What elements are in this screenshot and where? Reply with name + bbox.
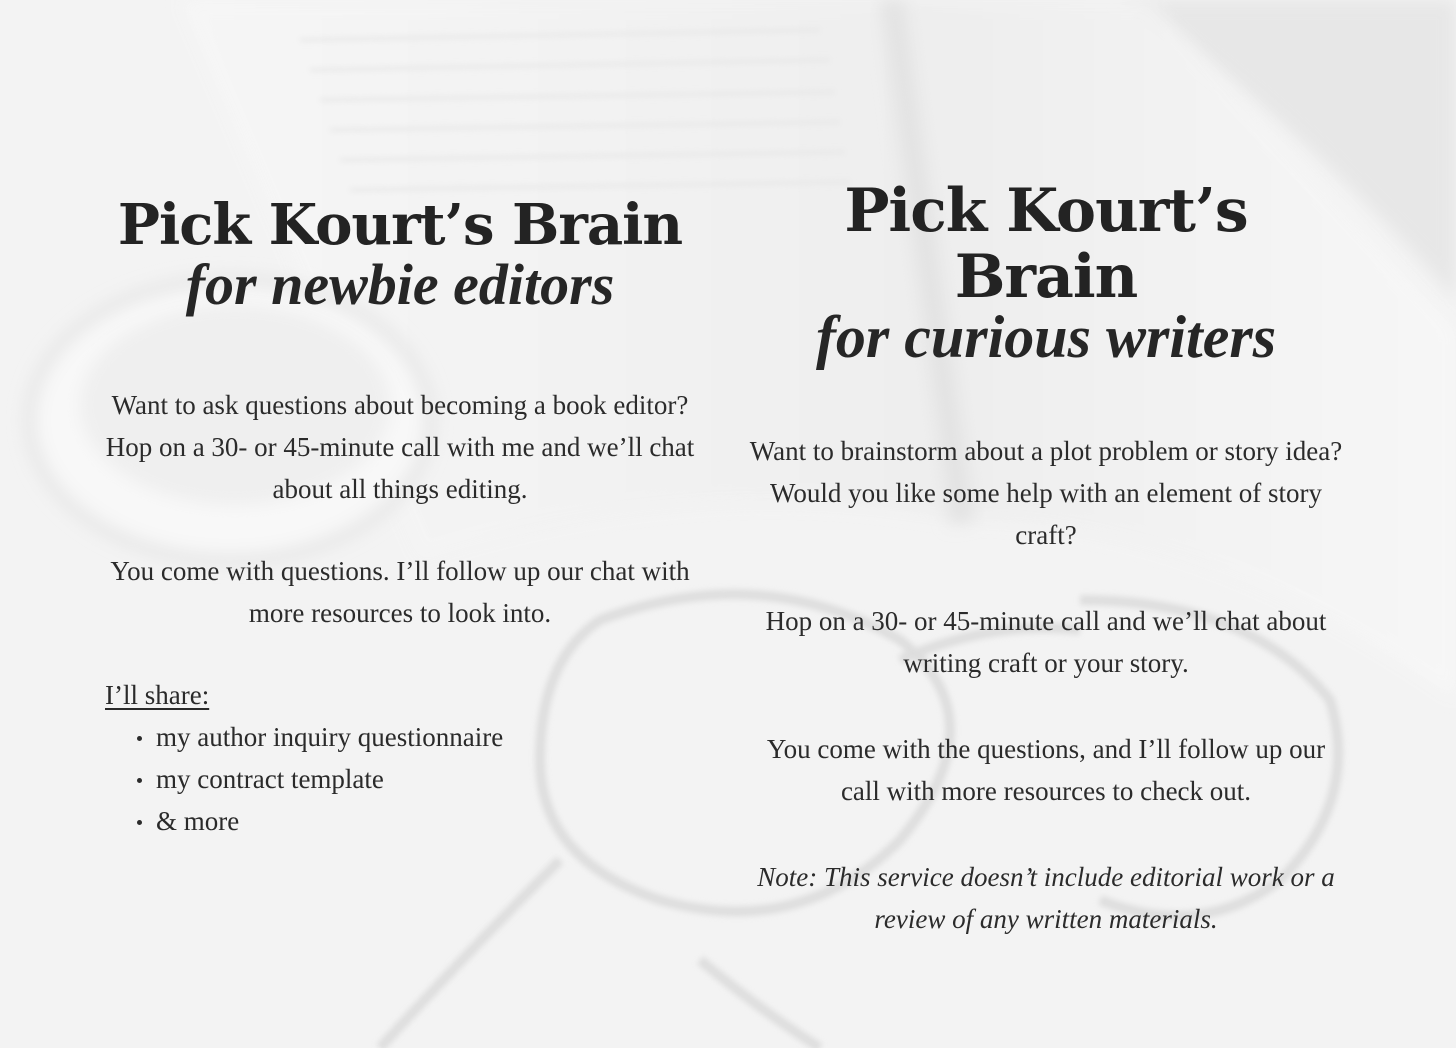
share-section <box>100 674 700 842</box>
panel-title: Pick Kourt’s Brain <box>844 176 1248 312</box>
list-item: my author inquiry questionnaire <box>135 716 700 758</box>
list-item: & more <box>135 800 700 842</box>
followup-paragraph: You come with the questions, and I’ll follow up our call with more resources to check out. <box>766 734 1326 806</box>
share-list <box>105 716 700 842</box>
share-label: I’ll share: <box>105 680 210 711</box>
intro-paragraph: Want to ask questions about becoming a book editor? Hop on a 30- or 45-minute call with me and we’ll chat about all things editing. <box>105 390 695 505</box>
followup-paragraph: You come with questions. I’ll follow up our chat with more resources to look into. <box>110 556 690 629</box>
panel-subtitle: for newbie editors <box>185 251 615 317</box>
list-item: my contract template <box>135 758 700 800</box>
service-note: Note: This service doesn’t include editorial work or a review of any written materials. <box>757 862 1335 934</box>
newbie-editors-panel <box>100 192 700 842</box>
intro-paragraph: Want to brainstorm about a plot problem or story idea? Would you like some help with an element of story craft? <box>749 436 1343 550</box>
panel-subtitle: for curious writers <box>815 304 1277 370</box>
panel-title: Pick Kourt’s Brain <box>117 192 683 258</box>
curious-writers-panel <box>745 178 1347 940</box>
call-paragraph: Hop on a 30- or 45-minute call and we’ll chat about writing craft or your story. <box>765 606 1327 678</box>
